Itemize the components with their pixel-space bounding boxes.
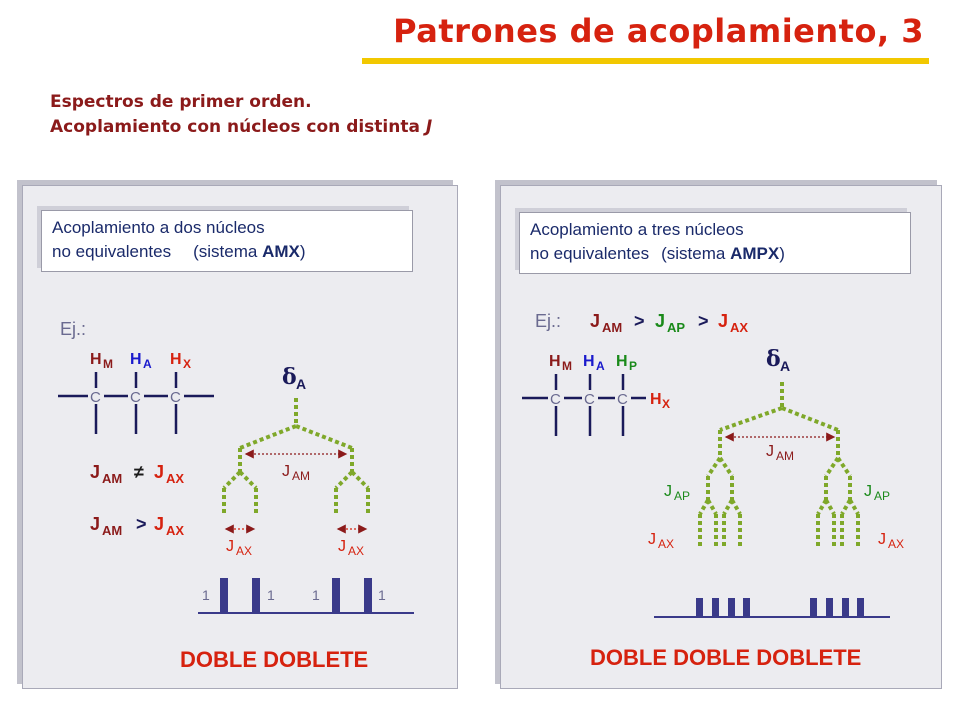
left-jam-sub: AM: [292, 469, 310, 483]
right-jap-label-1: [664, 483, 690, 503]
right-delta-label: [766, 346, 790, 374]
rel1-j2: J: [154, 462, 165, 482]
left-h-label-a: [130, 351, 152, 371]
right-jax1-j: J: [648, 531, 656, 548]
right-h-x-sub: X: [662, 397, 671, 411]
left-splitting-tree: [224, 398, 368, 514]
left-jax1-j: J: [226, 538, 234, 555]
left-peak-1: [220, 578, 228, 614]
right-peak-7: [842, 598, 849, 618]
right-h-m-letter: H: [549, 353, 561, 370]
left-delta-label: [282, 364, 306, 392]
right-delta-sub: A: [780, 358, 791, 374]
right-peak-3: [728, 598, 735, 618]
left-intensity-4: 1: [378, 587, 386, 603]
left-carbon-2: C: [130, 389, 141, 406]
left-callout-line-1: Acoplamiento a dos núcleos: [52, 218, 265, 237]
slide-title: Patrones de acoplamiento, 3: [393, 12, 924, 50]
rel2-j2-sub: AX: [166, 523, 185, 538]
left-intensity-2: 1: [267, 587, 275, 603]
rel1-j2-sub: AX: [166, 471, 185, 486]
right-jap2-sub: AP: [874, 489, 891, 503]
right-callout-line-1: Acoplamiento a tres núcleos: [530, 220, 744, 239]
order-gt-1: >: [634, 311, 645, 331]
left-example-label: Ej.:: [60, 319, 87, 339]
rel1-j1: J: [90, 462, 101, 482]
right-example-label: Ej.:: [535, 311, 562, 331]
subtitle-line-2-text: Acoplamiento con núcleos con distinta: [50, 117, 426, 137]
right-jam-label: [766, 443, 794, 463]
right-pattern-name: DOBLE DOBLE DOBLETE: [590, 645, 862, 670]
order-j-ax: J: [718, 311, 729, 331]
right-peak-5: [810, 598, 817, 618]
right-peak-6: [826, 598, 833, 618]
left-h-a-letter: H: [130, 351, 142, 368]
left-relation-gt: [90, 514, 184, 538]
right-spectrum: [654, 598, 890, 618]
right-jap2-j: J: [864, 483, 872, 500]
right-system-close: ): [779, 244, 785, 263]
left-h-m-sub: M: [103, 357, 113, 371]
right-jam-sub: AM: [776, 449, 794, 463]
right-carbon-1: C: [550, 391, 561, 408]
rel2-j2: J: [154, 514, 165, 534]
right-peak-1: [696, 598, 703, 618]
right-h-p-sub: P: [629, 359, 638, 373]
left-callout-nonequiv: no equivalentes: [52, 242, 172, 261]
right-jap1-j: J: [664, 483, 672, 500]
subtitle-line-1: Espectros de primer orden.: [50, 92, 312, 112]
left-jax-label-2: [338, 538, 364, 558]
left-h-label-x: [170, 351, 191, 371]
order-j-ap: J: [655, 311, 666, 331]
right-splitting-tree: [700, 382, 858, 546]
right-h-a-sub: A: [596, 359, 605, 373]
right-jam-j: J: [766, 443, 774, 460]
right-peak-2: [712, 598, 719, 618]
left-h-x-letter: H: [170, 351, 182, 368]
left-h-m-letter: H: [90, 351, 102, 368]
left-h-a-sub: A: [143, 357, 152, 371]
right-h-x-letter: H: [650, 391, 662, 408]
right-h-p-letter: H: [616, 353, 628, 370]
rel2-j1: J: [90, 514, 101, 534]
left-relation-neq: [90, 462, 184, 486]
left-peak-3: [332, 578, 340, 614]
right-jax-label-1: [648, 531, 674, 551]
left-system-open: (sistema: [193, 242, 263, 261]
left-delta-sub: A: [296, 376, 307, 392]
right-h-a-letter: H: [583, 353, 595, 370]
rel1-j1-sub: AM: [102, 471, 123, 486]
right-jax1-sub: AX: [658, 537, 675, 551]
left-jam-label: [282, 463, 310, 483]
order-j-am: J: [590, 311, 601, 331]
rel2-op: >: [136, 514, 147, 534]
subtitle-line-2-j: J: [425, 117, 433, 137]
right-jap1-sub: AP: [674, 489, 691, 503]
left-carbon-1: C: [90, 389, 101, 406]
right-jax2-sub: AX: [888, 537, 905, 551]
right-system-open: (sistema: [661, 244, 731, 263]
right-h-labels: [549, 353, 670, 411]
left-carbon-3: C: [170, 389, 181, 406]
left-pattern-name: DOBLE DOBLETE: [180, 647, 369, 672]
left-system-name: AMX: [262, 242, 300, 261]
right-carbon-3: C: [617, 391, 628, 408]
right-callout-nonequiv: no equivalentes: [530, 244, 650, 263]
right-jap-label-2: [864, 483, 890, 503]
right-jax2-j: J: [878, 531, 886, 548]
rel2-j1-sub: AM: [102, 523, 123, 538]
left-jax-label-1: [226, 538, 252, 558]
right-jax-label-2: [878, 531, 904, 551]
order-j-ap-sub: AP: [667, 320, 686, 335]
left-intensity-1: 1: [202, 587, 210, 603]
right-example-line: [535, 311, 748, 335]
left-peak-2: [252, 578, 260, 614]
right-carbon-2: C: [584, 391, 595, 408]
left-h-x-sub: X: [183, 357, 192, 371]
left-system-close: ): [299, 242, 306, 261]
left-jax2-j: J: [338, 538, 346, 555]
left-jam-j: J: [282, 463, 290, 480]
order-j-am-sub: AM: [602, 320, 623, 335]
left-peak-4: [364, 578, 372, 614]
left-intensity-3: 1: [312, 587, 320, 603]
left-jax1-sub: AX: [236, 544, 253, 558]
left-h-label-m: [90, 351, 113, 371]
right-delta-symbol: δ: [766, 346, 781, 372]
right-peak-8: [857, 598, 864, 618]
order-gt-2: >: [698, 311, 709, 331]
left-delta-symbol: δ: [282, 364, 297, 390]
order-j-ax-sub: AX: [730, 320, 749, 335]
right-system-name: AMPX: [730, 244, 780, 263]
right-h-m-sub: M: [562, 359, 572, 373]
left-jax2-sub: AX: [348, 544, 365, 558]
right-peak-4: [743, 598, 750, 618]
rel1-op: ≠: [134, 462, 144, 482]
